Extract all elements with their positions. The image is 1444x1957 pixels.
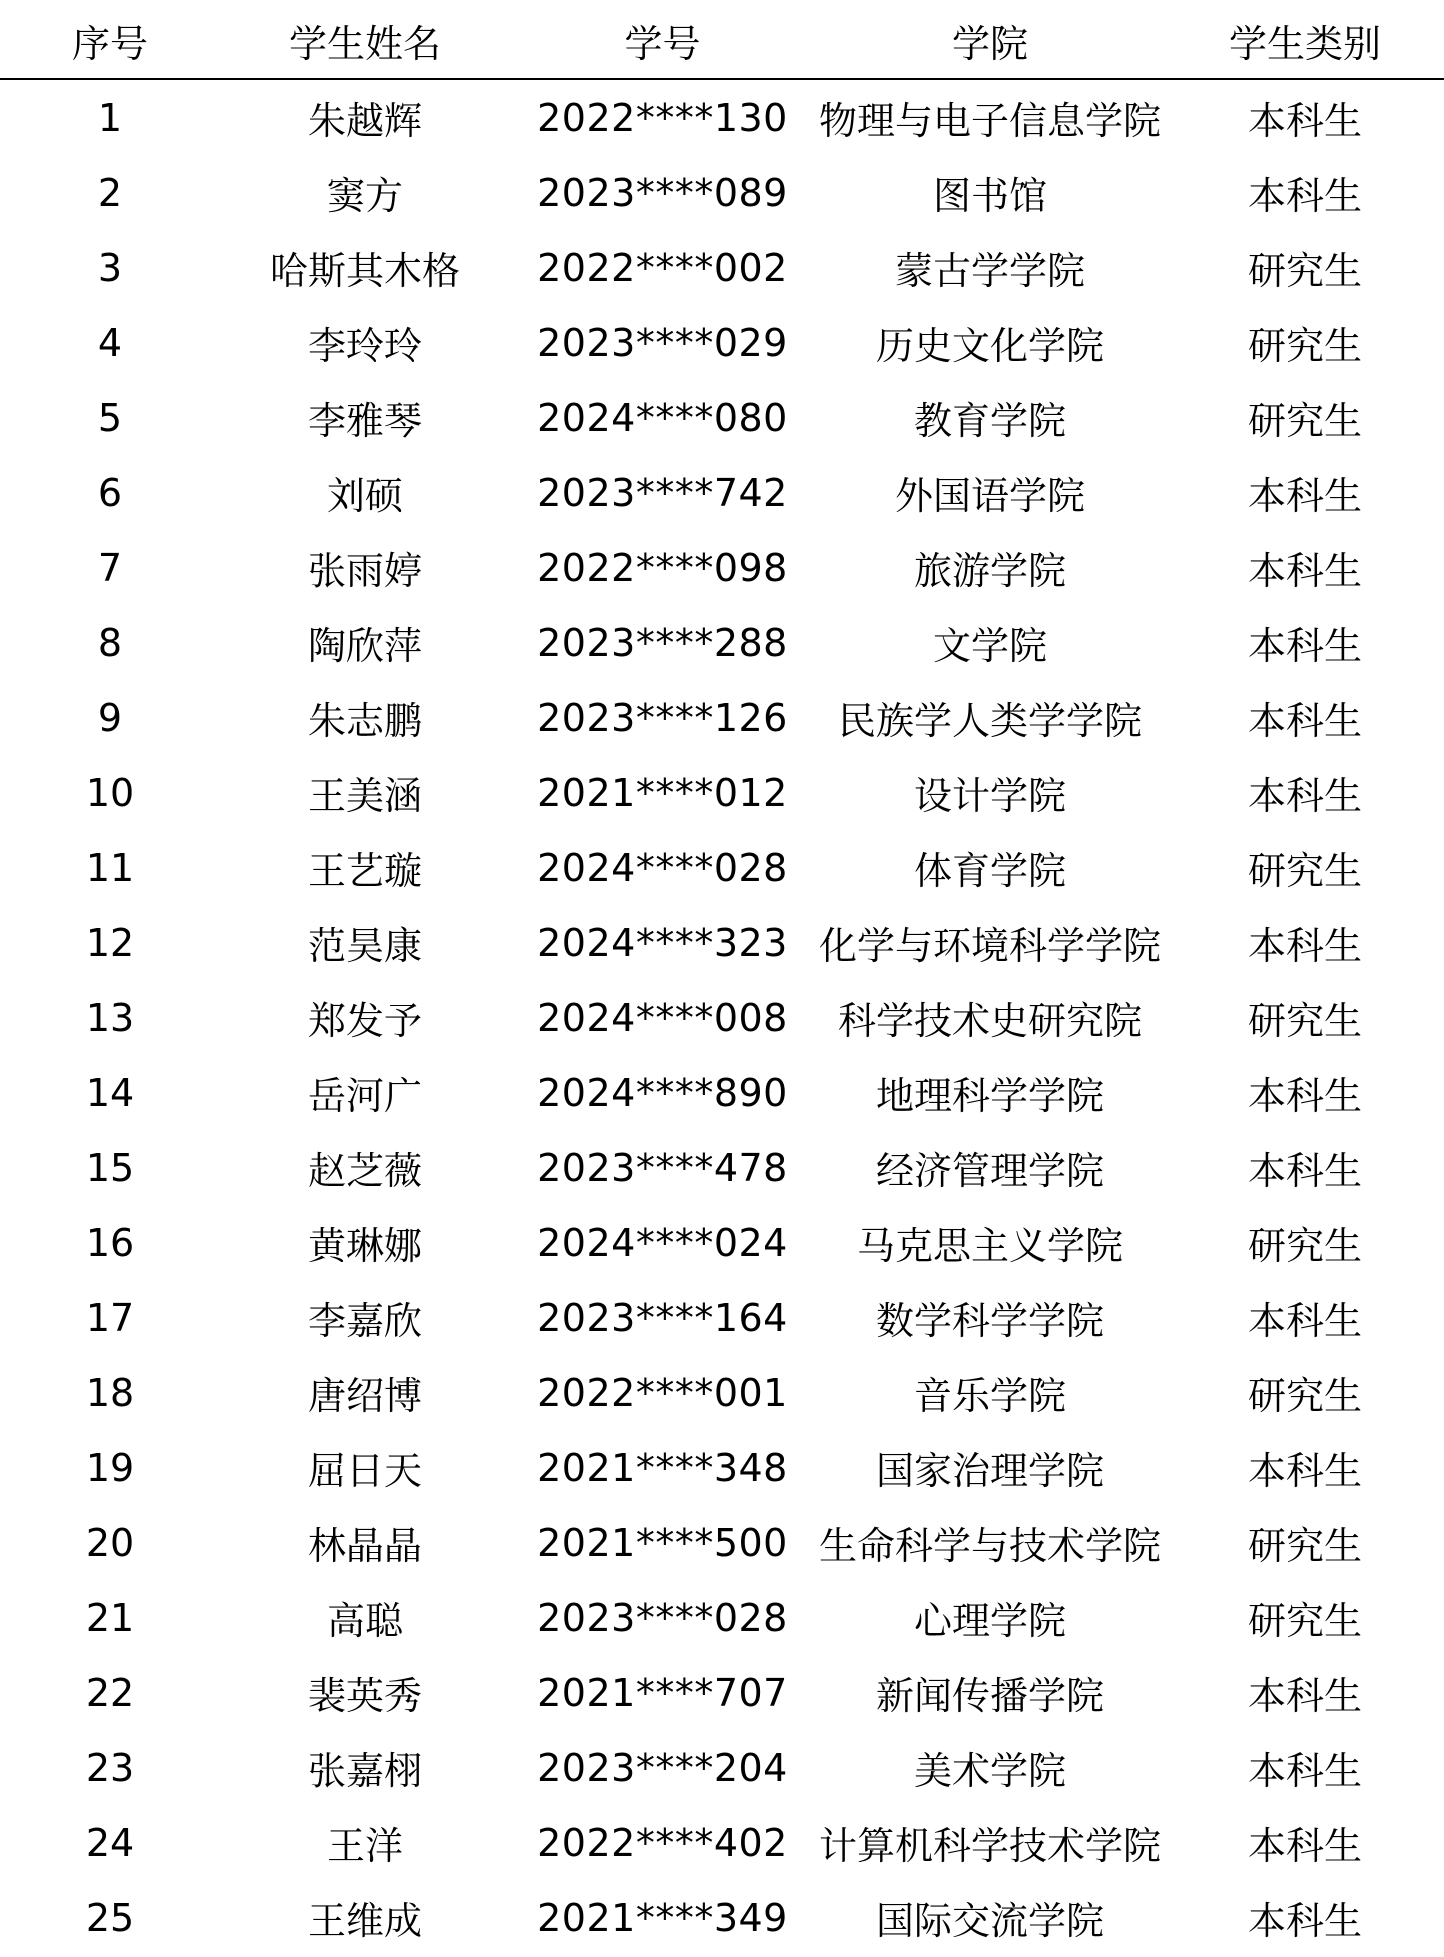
cell-college: 外国语学院	[894, 474, 1085, 518]
cell-college: 设计学院	[913, 774, 1066, 818]
cell-college: 科学技术史研究院	[837, 999, 1142, 1043]
cell-college: 美术学院	[913, 1749, 1066, 1793]
table-row	[0, 1430, 1444, 1505]
cell-student-name: 林晶晶	[307, 1524, 422, 1568]
cell-index: 12	[85, 920, 135, 965]
cell-student-id: 2024****008	[537, 995, 788, 1040]
cell-student-type: 研究生	[1247, 849, 1362, 893]
cell-college: 生命科学与技术学院	[818, 1524, 1161, 1568]
cell-index: 5	[97, 395, 123, 440]
cell-student-id: 2021****349	[537, 1895, 788, 1940]
cell-student-id: 2023****126	[537, 695, 788, 740]
cell-student-type: 本科生	[1247, 774, 1362, 818]
cell-student-name: 王维成	[307, 1899, 422, 1943]
cell-student-id: 2022****130	[537, 95, 788, 140]
cell-student-type: 本科生	[1247, 1824, 1362, 1868]
table-row	[0, 155, 1444, 230]
table-row	[0, 830, 1444, 905]
cell-college: 经济管理学院	[875, 1149, 1104, 1193]
cell-index: 8	[97, 620, 123, 665]
cell-student-id: 2021****348	[537, 1445, 788, 1490]
cell-student-id: 2023****028	[537, 1595, 788, 1640]
cell-student-id: 2022****098	[537, 545, 788, 590]
cell-student-type: 研究生	[1247, 1224, 1362, 1268]
cell-index: 10	[85, 770, 135, 815]
cell-student-type: 本科生	[1247, 99, 1362, 143]
cell-index: 20	[85, 1520, 135, 1565]
cell-college: 化学与环境科学学院	[818, 924, 1161, 968]
cell-student-id: 2023****164	[537, 1295, 788, 1340]
cell-student-name: 黄琳娜	[307, 1224, 422, 1268]
cell-student-name: 哈斯其木格	[269, 249, 460, 293]
table-row	[0, 380, 1444, 455]
cell-college: 心理学院	[913, 1599, 1066, 1643]
cell-index: 16	[85, 1220, 135, 1265]
cell-student-id: 2024****024	[537, 1220, 788, 1265]
cell-student-id: 2023****288	[537, 620, 788, 665]
cell-college: 国际交流学院	[875, 1899, 1104, 1943]
cell-index: 3	[97, 245, 123, 290]
cell-college: 蒙古学学院	[894, 249, 1085, 293]
table-row	[0, 1055, 1444, 1130]
cell-student-name: 岳河广	[307, 1074, 422, 1118]
cell-student-type: 本科生	[1247, 1074, 1362, 1118]
cell-student-name: 李嘉欣	[307, 1299, 422, 1343]
cell-college: 国家治理学院	[875, 1449, 1104, 1493]
cell-index: 24	[85, 1820, 135, 1865]
cell-index: 18	[85, 1370, 135, 1415]
table-row	[0, 680, 1444, 755]
table-row	[0, 1355, 1444, 1430]
cell-index: 15	[85, 1145, 135, 1190]
cell-student-type: 研究生	[1247, 1524, 1362, 1568]
cell-college: 旅游学院	[913, 549, 1066, 593]
cell-college: 计算机科学技术学院	[818, 1824, 1161, 1868]
cell-student-name: 高聪	[326, 1599, 403, 1643]
cell-student-name: 王洋	[326, 1824, 403, 1868]
table-row	[0, 1805, 1444, 1880]
table-row	[0, 230, 1444, 305]
cell-student-name: 王艺璇	[307, 849, 422, 893]
cell-student-type: 本科生	[1247, 699, 1362, 743]
cell-student-type: 研究生	[1247, 1374, 1362, 1418]
cell-student-id: 2024****080	[537, 395, 788, 440]
cell-student-type: 研究生	[1247, 399, 1362, 443]
cell-index: 1	[97, 95, 123, 140]
cell-college: 文学院	[932, 624, 1047, 668]
cell-index: 2	[97, 170, 123, 215]
cell-student-name: 窦方	[326, 174, 403, 218]
cell-student-type: 本科生	[1247, 1899, 1362, 1943]
cell-student-id: 2023****089	[537, 170, 788, 215]
cell-student-name: 朱越辉	[307, 99, 422, 143]
cell-college: 物理与电子信息学院	[818, 99, 1161, 143]
cell-student-type: 研究生	[1247, 999, 1362, 1043]
cell-student-id: 2021****707	[537, 1670, 788, 1715]
cell-student-type: 本科生	[1247, 174, 1362, 218]
cell-college: 马克思主义学院	[856, 1224, 1123, 1268]
cell-college: 图书馆	[932, 174, 1047, 218]
cell-student-name: 赵芝薇	[307, 1149, 422, 1193]
cell-index: 21	[85, 1595, 135, 1640]
table-header	[0, 0, 1444, 80]
cell-index: 9	[97, 695, 123, 740]
cell-student-name: 郑发予	[307, 999, 422, 1043]
header-student-type: 学生类别	[1228, 21, 1381, 66]
cell-student-name: 范昊康	[307, 924, 422, 968]
cell-index: 23	[85, 1745, 135, 1790]
cell-college: 教育学院	[913, 399, 1066, 443]
cell-college: 体育学院	[913, 849, 1066, 893]
cell-student-type: 研究生	[1247, 249, 1362, 293]
table-row	[0, 1730, 1444, 1805]
table-row	[0, 1130, 1444, 1205]
table-row	[0, 1280, 1444, 1355]
table-row	[0, 530, 1444, 605]
cell-student-id: 2022****402	[537, 1820, 788, 1865]
cell-student-id: 2023****742	[537, 470, 788, 515]
cell-student-name: 朱志鹏	[307, 699, 422, 743]
cell-student-id: 2023****029	[537, 320, 788, 365]
cell-student-id: 2023****204	[537, 1745, 788, 1790]
cell-student-type: 本科生	[1247, 1674, 1362, 1718]
cell-student-name: 张雨婷	[307, 549, 422, 593]
cell-index: 7	[97, 545, 123, 590]
table-row	[0, 755, 1444, 830]
table-row	[0, 980, 1444, 1055]
table-row	[0, 1880, 1444, 1955]
cell-college: 民族学人类学学院	[837, 699, 1142, 743]
cell-student-name: 陶欣萍	[307, 624, 422, 668]
table-row	[0, 80, 1444, 155]
cell-index: 25	[85, 1895, 135, 1940]
table-row	[0, 605, 1444, 680]
cell-student-type: 本科生	[1247, 924, 1362, 968]
cell-student-type: 本科生	[1247, 1449, 1362, 1493]
cell-student-name: 裴英秀	[307, 1674, 422, 1718]
cell-college: 地理科学学院	[875, 1074, 1104, 1118]
cell-student-id: 2024****028	[537, 845, 788, 890]
cell-student-name: 张嘉栩	[307, 1749, 422, 1793]
cell-student-name: 王美涵	[307, 774, 422, 818]
cell-student-type: 本科生	[1247, 624, 1362, 668]
cell-student-type: 本科生	[1247, 1299, 1362, 1343]
cell-student-id: 2024****890	[537, 1070, 788, 1115]
cell-index: 22	[85, 1670, 135, 1715]
cell-student-id: 2021****012	[537, 770, 788, 815]
cell-index: 14	[85, 1070, 135, 1115]
cell-college: 数学科学学院	[875, 1299, 1104, 1343]
cell-student-id: 2023****478	[537, 1145, 788, 1190]
cell-student-id: 2022****002	[537, 245, 788, 290]
cell-student-type: 本科生	[1247, 1749, 1362, 1793]
header-student-id: 学号	[624, 21, 701, 66]
cell-student-name: 屈日天	[307, 1449, 422, 1493]
table-row	[0, 305, 1444, 380]
cell-student-type: 研究生	[1247, 1599, 1362, 1643]
cell-college: 新闻传播学院	[875, 1674, 1104, 1718]
cell-student-type: 本科生	[1247, 549, 1362, 593]
table-row	[0, 1205, 1444, 1280]
cell-student-type: 本科生	[1247, 1149, 1362, 1193]
cell-student-id: 2022****001	[537, 1370, 788, 1415]
table-row	[0, 1505, 1444, 1580]
cell-index: 6	[97, 470, 123, 515]
cell-index: 4	[97, 320, 123, 365]
table-body	[0, 80, 1444, 1955]
table-row	[0, 1580, 1444, 1655]
cell-college: 历史文化学院	[875, 324, 1104, 368]
cell-student-name: 唐绍博	[307, 1374, 422, 1418]
cell-student-name: 刘硕	[326, 474, 403, 518]
cell-index: 13	[85, 995, 135, 1040]
header-student-name: 学生姓名	[288, 21, 441, 66]
cell-student-id: 2024****323	[537, 920, 788, 965]
cell-index: 19	[85, 1445, 135, 1490]
cell-college: 音乐学院	[913, 1374, 1066, 1418]
table-row	[0, 1655, 1444, 1730]
header-college: 学院	[951, 21, 1028, 66]
cell-student-type: 本科生	[1247, 474, 1362, 518]
cell-student-name: 李雅琴	[307, 399, 422, 443]
cell-student-name: 李玲玲	[307, 324, 422, 368]
table-row	[0, 455, 1444, 530]
table-row	[0, 905, 1444, 980]
cell-index: 11	[85, 845, 135, 890]
cell-student-id: 2021****500	[537, 1520, 788, 1565]
cell-student-type: 研究生	[1247, 324, 1362, 368]
header-index: 序号	[71, 21, 148, 66]
cell-index: 17	[85, 1295, 135, 1340]
